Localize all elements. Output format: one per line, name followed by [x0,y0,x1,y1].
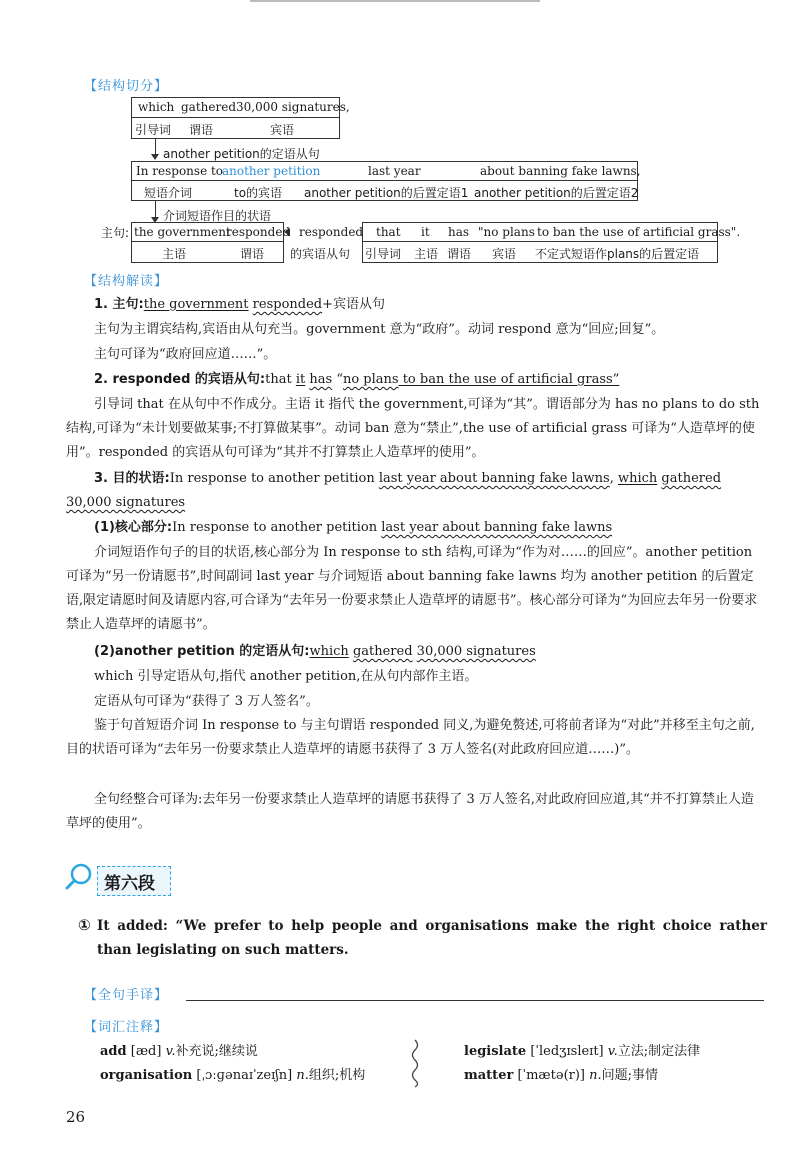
s3-merge-para: 鉴于句首短语介词 In response to 与主句谓语 responded 同义,为避免赘述,可将前者译为“对此”并移至主句之前,目的状语可译为“去年另一份要求禁止人造草坪的请愿书获得了 3 万人签名(对此政府回应道……)”。 [66,718,755,757]
row3-label-6: 谓语 [447,247,472,261]
top-rule [250,0,540,2]
row1-label-3: 宾语 [270,123,295,137]
row2-label-4: another petition的后置定语2 [474,186,639,200]
row1-gathered: gathered [181,100,237,114]
arrow-1-head [151,154,159,160]
row3-label-8: 不定式短语作plans的后置定语 [535,247,700,261]
row2-label-3: another petition的后置定语1 [304,186,469,200]
s2-para: 引导词 that 在从句中不作成分。主语 it 指代 the government,可译为“其”。谓语部分为 has no plans to do sth 结构,可译为“未计划要做某事;不打算做某事”。动词 ban 意为“禁止”,the use of artificial grass 可译为“人造草坪的使用”。responded 的宾语从句可译为“其并不打算禁止人造草坪的使用”。 [66,397,760,460]
row2-about: about banning fake lawns, [480,164,641,178]
row2-in-response: In response to [136,164,224,178]
row3-label-3: 的宾语从句 [290,247,351,261]
row1-which: which [138,100,175,114]
diagram-row2-divider [131,180,638,181]
main-clause-label: 主句: [101,226,130,240]
row3-label-7: 宾语 [492,247,517,261]
row3-that: that [376,225,401,239]
row3-no-plans: "no plans [478,225,535,239]
row3-responded-2: responded [299,225,364,239]
s3-sub2-para-2: 定语从句可译为“获得了 3 万人签名”。 [94,694,319,709]
s3-heading: 3. 目的状语:In response to another petition last year about banning fake lawns, which gathered 30,000 signatures [66,471,722,510]
diagram-row1-divider [131,117,340,118]
sentence-text: It added: “We prefer to help people and organisations make the right choice rather than legislating on such matters. [97,918,767,958]
row3-label-5: 主语 [414,247,439,261]
s3-sub2-para-1: which 引导定语从句,指代 another petition,在从句内部作主语。 [94,669,478,684]
s3-full-para: 全句经整合可译为:去年另一份要求禁止人造草坪的请愿书获得了 3 万人签名,对此政府回应道,其“并不打算禁止人造草坪的使用”。 [66,792,754,831]
row3-responded: responded [226,225,291,239]
arrow-1-note: another petition的定语从句 [163,147,320,161]
vocab-divider-icon [408,1038,422,1088]
row3-label-1: 主语 [162,247,187,261]
s1-para-2: 主句可译为“政府回应道……”。 [94,347,277,362]
translate-line[interactable] [186,1000,764,1001]
row3-to-ban: to ban the use of artificial grass". [537,225,741,239]
row3-it: it [421,225,430,239]
row3-government: the government [134,225,231,239]
vocab-item: add [æd] v.补充说;继续说 [100,1044,258,1059]
diagram-row3-divider-b [362,241,718,242]
vocab-item: legislate [ˈledʒɪsleɪt] v.立法;制定法律 [464,1044,701,1059]
page-number: 26 [66,1108,86,1126]
s1-para-1: 主句为主谓宾结构,宾语由从句充当。government 意为“政府”。动词 respond 意为“回应;回复”。 [94,322,665,337]
row3-has: has [448,225,470,239]
row1-label-2: 谓语 [189,123,214,137]
row1-signatures: 30,000 signatures, [236,100,350,114]
magnifier-icon [64,862,94,892]
section-title: 第六段 [104,874,155,894]
s3-sub1-heading: (1)核心部分:In response to another petition last year about banning fake lawns [94,520,613,535]
diagram-row3-divider-a [131,241,284,242]
s3-sub2-heading: (2)another petition 的定语从句:which gathered 30,000 signatures [94,644,536,659]
row2-label-1: 短语介词 [144,186,193,200]
row3-label-4: 引导词 [365,247,402,261]
row3-label-2: 谓语 [240,247,265,261]
vocab-tag: 【词汇注释】 [84,1020,169,1035]
vocab-item: organisation [ˌɔːɡənaɪˈzeɪʃn] n.组织;机构 [100,1068,366,1083]
s3-sub1-para: 介词短语作句子的目的状语,核心部分为 In response to sth 结构,可译为“作为对……的回应”。another petition 可译为“另一份请愿书”,时间副词 last year 与介词短语 about banning fake lawns 均为 another petition 的后置定语,限定请愿时间及请愿内容,可合译为“去年另一份要求禁止人造草坪的请愿书”。核心部分可译为“为回应去年另一份要求禁止人造草坪的请愿书”。 [66,545,758,632]
s2-heading: 2. responded 的宾语从句:that it has “no plans to ban the use of artificial grass” [94,372,620,387]
s1-heading: 1. 主句:the government responded+宾语从句 [94,297,386,312]
sentence-number: ① [78,916,91,934]
row2-label-2: to的宾语 [234,186,283,200]
structure-tag: 【结构切分】 [84,79,169,94]
row2-another-petition: another petition [222,164,321,178]
translate-tag: 【全句手译】 [84,988,169,1003]
row1-label-1: 引导词 [135,123,172,137]
analysis-tag: 【结构解读】 [84,274,169,289]
arrow-2-note: 介词短语作目的状语 [163,209,272,223]
vocab-item: matter [ˈmætə(r)] n.问题;事情 [464,1068,659,1083]
row2-last-year: last year [368,164,421,178]
